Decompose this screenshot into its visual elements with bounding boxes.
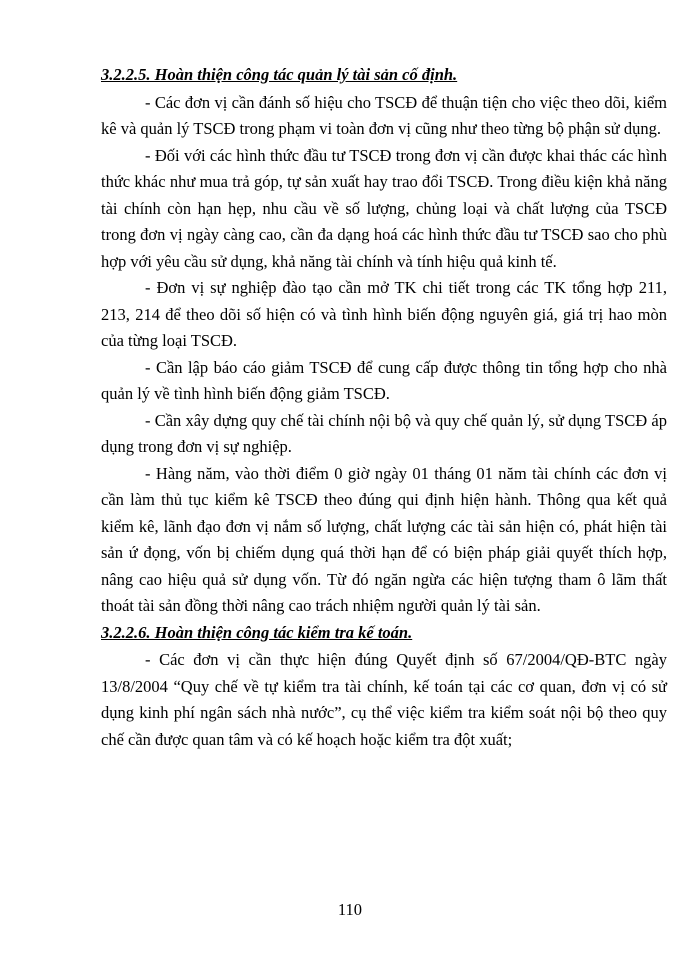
paragraph-internal-regulations: - Cần xây dựng quy chế tài chính nội bộ và quy chế quản lý, sử dụng TSCĐ áp dụng trong đơn vị sự nghiệp.: [101, 410, 667, 456]
paragraph-detail-accounts: - Đơn vị sự nghiệp đào tạo cần mở TK chi tiết trong các TK tổng hợp 211, 213, 214 để theo dõi số hiện có và tình hình biến động nguyên giá, giá trị hao mòn của từng loại TSCĐ.: [101, 278, 667, 350]
page-number: 110: [337, 900, 363, 919]
paragraph-numbering-assets: - Các đơn vị cần đánh số hiệu cho TSCĐ để thuận tiện cho việc theo dõi, kiểm kê và quản lý TSCĐ trong phạm vi toàn đơn vị cũng như theo từng bộ phận sử dụng.: [101, 92, 667, 138]
section-heading-3-2-2-5: 3.2.2.5. Hoàn thiện công tác quản lý tài sản cố định.: [101, 65, 458, 84]
section-heading-3-2-2-6: 3.2.2.6. Hoàn thiện công tác kiểm tra kế toán.: [101, 622, 413, 642]
paragraph-decision-67: - Các đơn vị cần thực hiện đúng Quyết định số 67/2004/QĐ-BTC ngày 13/8/2004 “Quy chế về tự kiểm tra tài chính, kế toán tại các cơ quan, đơn vị có sử dụng kinh phí ngân sách nhà nước”, cụ thể việc kiểm tra kiểm soát nội bộ theo quy chế cần được quan tâm và có kế hoạch hoặc kiểm tra đột xuất;: [101, 650, 667, 749]
paragraph-reduction-report: - Cần lập báo cáo giảm TSCĐ để cung cấp được thông tin tổng hợp cho nhà quản lý về tình hình biến động giảm TSCĐ.: [101, 357, 667, 403]
paragraph-investment-forms: - Đối với các hình thức đầu tư TSCĐ trong đơn vị cần được khai thác các hình thức khác như mua trả góp, tự sản xuất hay trao đổi TSCĐ. Trong điều kiện khả năng tài chính còn hạn hẹp, nhu cầu về số lượng, chủng loại và chất lượng của TSCĐ trong đơn vị ngày càng cao, cần đa dạng hoá các hình thức đầu tư TSCĐ sao cho phù hợp với yêu cầu sử dụng, khả năng tài chính và tính hiệu quả kinh tế.: [101, 145, 667, 271]
page-content: [101, 62, 667, 753]
paragraph-annual-inventory: - Hàng năm, vào thời điểm 0 giờ ngày 01 tháng 01 năm tài chính các đơn vị cần làm thủ tục kiểm kê TSCĐ theo đúng qui định hiện hành. Thông qua kết quả kiểm kê, lãnh đạo đơn vị nắm số lượng, chất lượng các tài sản hiện có, phát hiện tài sản ứ đọng, vốn bị chiếm dụng quá thời hạn để có biện pháp giải quyết thích hợp, nâng cao hiệu quả sử dụng vốn. Từ đó ngăn ngừa các hiện tượng tham ô lãm thất thoát tài sản đồng thời nâng cao trách nhiệm người quản lý tài sản.: [101, 463, 667, 615]
